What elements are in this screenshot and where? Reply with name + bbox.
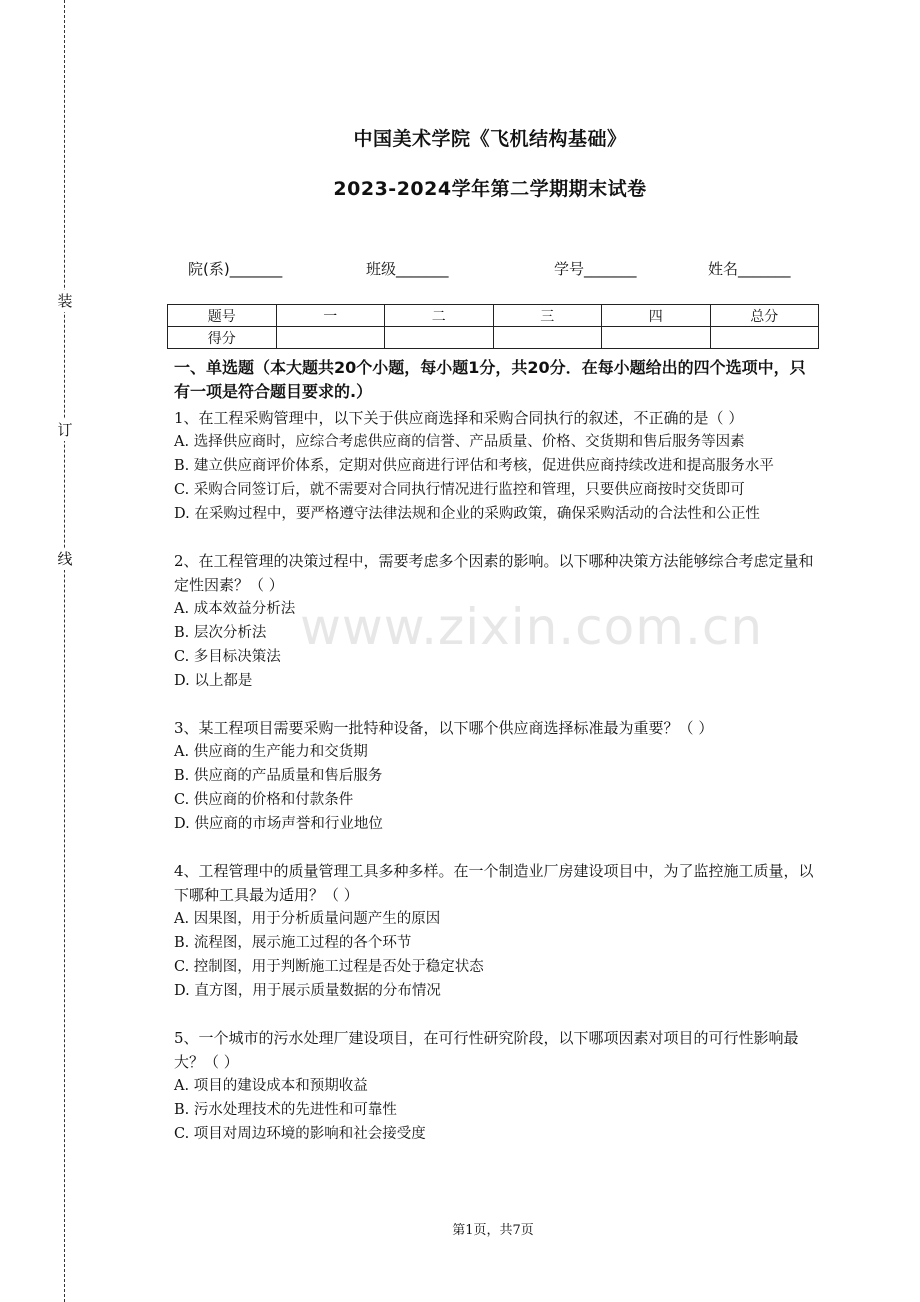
- name-field: 姓名_______: [708, 260, 791, 278]
- question-option: A. 因果图，用于分析质量问题产生的原因: [174, 911, 441, 927]
- binding-char-xian: 线: [54, 548, 76, 570]
- score-table-cell: [276, 327, 385, 349]
- question-option: B. 层次分析法: [174, 625, 267, 641]
- score-table-cell: 二: [385, 305, 494, 327]
- student-id-field: 学号_______: [554, 260, 637, 278]
- question-option: D. 在采购过程中，要严格遵守法律法规和企业的采购政策，确保采购活动的合法性和公正性: [174, 506, 760, 522]
- question-stem: 4、工程管理中的质量管理工具多种多样。在一个制造业厂房建设项目中，为了监控施工质量，以下哪种工具最为适用？（ ）: [174, 862, 814, 904]
- score-table-cell: 题号: [168, 305, 277, 327]
- question-option: B. 供应商的产品质量和售后服务: [174, 768, 383, 784]
- question-option: D. 供应商的市场声誉和行业地位: [174, 816, 383, 832]
- score-table-cell: 一: [276, 305, 385, 327]
- question-stem: 5、一个城市的污水处理厂建设项目，在可行性研究阶段，以下哪项因素对项目的可行性影响最大？（ ）: [174, 1029, 799, 1071]
- score-table-cell: 三: [493, 305, 602, 327]
- question-option: D. 以上都是: [174, 673, 253, 689]
- question-option: C. 项目对周边环境的影响和社会接受度: [174, 1126, 426, 1142]
- watermark: www.zixin.com.cn: [300, 598, 764, 656]
- question-option: C. 多目标决策法: [174, 649, 281, 665]
- score-table-cell: 总分: [710, 305, 819, 327]
- section-heading: 一、单选题（本大题共20个小题，每小题1分，共20分．在每小题给出的四个选项中，只有一项是符合题目要求的.）: [174, 358, 806, 401]
- score-table-cell: 得分: [168, 327, 277, 349]
- question-option: C. 采购合同签订后，就不需要对合同执行情况进行监控和管理，只要供应商按时交货即可: [174, 482, 745, 498]
- question-option: A. 项目的建设成本和预期收益: [174, 1078, 368, 1094]
- exam-title-course: 中国美术学院《飞机结构基础》: [353, 128, 627, 150]
- question-2: [174, 549, 820, 693]
- question-option: C. 控制图，用于判断施工过程是否处于稳定状态: [174, 959, 484, 975]
- page-footer: 第1页，共7页: [452, 1223, 534, 1238]
- question-option: A. 成本效益分析法: [174, 601, 296, 617]
- score-table-score-row: [168, 327, 819, 349]
- score-table: [167, 304, 819, 349]
- question-option: D. 直方图，用于展示质量数据的分布情况: [174, 983, 441, 999]
- question-1: [174, 406, 820, 526]
- question-5: [174, 1026, 820, 1146]
- class-field: 班级_______: [366, 260, 449, 278]
- question-stem: 1、在工程采购管理中，以下关于供应商选择和采购合同执行的叙述，不正确的是（ ）: [174, 409, 744, 427]
- score-table-cell: [493, 327, 602, 349]
- score-table-cell: 四: [602, 305, 711, 327]
- binding-char-zhuang: 装: [54, 290, 76, 312]
- question-option: B. 流程图，展示施工过程的各个环节: [174, 935, 412, 951]
- score-table-cell: [385, 327, 494, 349]
- score-table-cell: [710, 327, 819, 349]
- question-option: A. 供应商的生产能力和交货期: [174, 744, 368, 760]
- department-field: 院(系)_______: [188, 260, 283, 278]
- question-option: B. 污水处理技术的先进性和可靠性: [174, 1102, 397, 1118]
- question-stem: 2、在工程管理的决策过程中，需要考虑多个因素的影响。以下哪种决策方法能够综合考虑定量和定性因素？（ ）: [174, 552, 814, 594]
- question-option: C. 供应商的价格和付款条件: [174, 792, 354, 808]
- binding-char-ding: 订: [54, 419, 76, 441]
- score-table-cell: [602, 327, 711, 349]
- question-option: A. 选择供应商时，应综合考虑供应商的信誉、产品质量、价格、交货期和售后服务等因素: [174, 434, 745, 450]
- question-3: [174, 716, 820, 836]
- question-option: B. 建立供应商评价体系，定期对供应商进行评估和考核，促进供应商持续改进和提高服务水平: [174, 458, 774, 474]
- exam-content: [174, 356, 820, 1169]
- score-table-header-row: [168, 305, 819, 327]
- question-4: [174, 859, 820, 1003]
- exam-title-term: 2023-2024学年第二学期期末试卷: [333, 178, 647, 200]
- question-stem: 3、某工程项目需要采购一批特种设备，以下哪个供应商选择标准最为重要？（ ）: [174, 719, 714, 737]
